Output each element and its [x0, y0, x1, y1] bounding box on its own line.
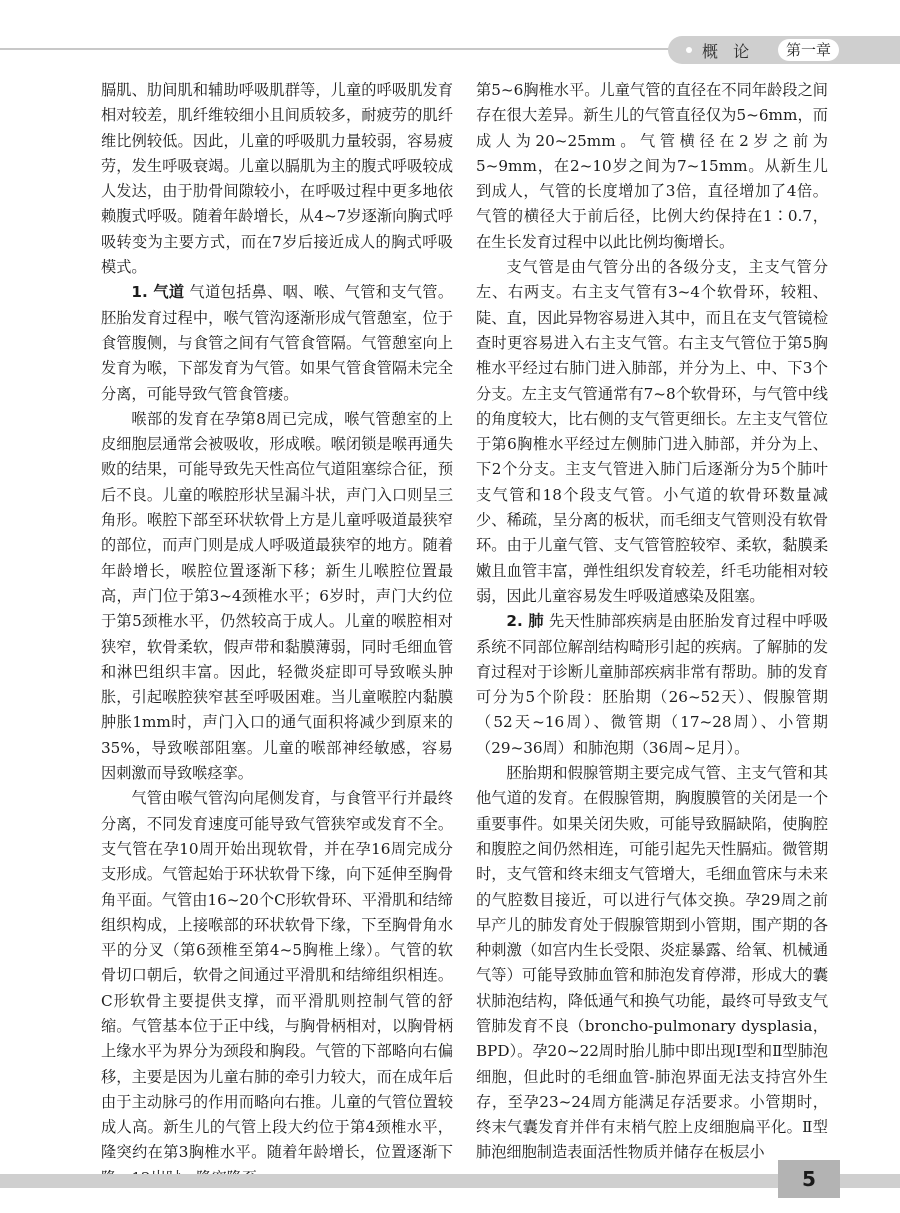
section-heading: 2. 肺 — [506, 612, 544, 631]
bullet-dot-icon — [686, 47, 692, 53]
left-column — [101, 78, 453, 1191]
paragraph-lung — [476, 609, 828, 761]
paragraph: 膈肌、肋间肌和辅助呼吸肌群等，儿童的呼吸肌发育相对较差，肌纤维较细小且间质较多，耐疲劳的肌纤维比例较低。因此，儿童的呼吸肌力量较弱，容易疲劳，发生呼吸衰竭。儿童以膈肌为主的腹式呼吸较成人发达，由于肋骨间隙较小，在呼吸过程中更多地依赖腹式呼吸。随着年龄增长，从4~7岁逐渐向胸式呼吸转变为主要方式，而在7岁后接近成人的胸式呼吸模式。 — [101, 81, 453, 277]
header-tab — [668, 36, 900, 64]
header-section-title: 概 论 — [702, 42, 755, 61]
paragraph: 胚胎期和假腺管期主要完成气管、主支气管和其他气道的发育。在假腺管期，胸腹膜管的关闭是一个重要事件。如果关闭失败，可能导致膈缺陷，使胸腔和腹腔之间仍然相连，可能引起先天性膈疝。微管期时，支气管和终末细支气管增大，毛细血管床与未来的气腔数目接近，可以进行气体交换。孕29周之前早产儿的肺发育处于假腺管期到小管期，围产期的各种刺激（如宫内生长受限、炎症暴露、给氧、机械通气等）可能导致肺血管和肺泡发育停滞，形成大的囊状肺泡结构，降低通气和换气功能，最终可导致支气管肺发育不良（broncho-pulmonary dysplasia，BPD）。孕20~22周时胎儿肺中即出现Ⅰ型和Ⅱ型肺泡细胞，但此时的毛细血管-肺泡界面无法支持宫外生存，至孕23~24周方能满足存活要求。小管期时，终末气囊发育并伴有末梢气腔上皮细胞扁平化。Ⅱ型肺泡细胞制造表面活性物质并储存在板层小 — [476, 764, 828, 1162]
running-header — [0, 0, 900, 62]
paragraph: 喉部的发育在孕第8周已完成，喉气管憩室的上皮细胞层通常会被吸收，形成喉。喉闭锁是喉再通失败的结果，可能导致先天性高位气道阻塞综合征，预后不良。儿童的喉腔形状呈漏斗状，声门入口则呈三角形。喉腔下部至环状软骨上方是儿童呼吸道最狭窄的部位，而声门则是成人呼吸道最狭窄的地方。随着年龄增长，喉腔位置逐渐下移；新生儿喉腔位置最高，声门位于第3~4颈椎水平；6岁时，声门大约位于第5颈椎水平，仍然较高于成人。儿童的喉腔相对狭窄，软骨柔软，假声带和黏膜薄弱，同时毛细血管和淋巴组织丰富。因此，轻微炎症即可导致喉头肿胀，引起喉腔狭窄甚至呼吸困难。当儿童喉腔内黏膜肿胀1mm时，声门入口的通气面积将减少到原来的35%，导致喉部阻塞。儿童的喉部神经敏感，容易因刺激而导致喉痉挛。 — [101, 409, 453, 783]
section-heading: 1. 气道 — [131, 283, 185, 302]
paragraph-text: 气道包括鼻、咽、喉、气管和支气管。胚胎发育过程中，喉气管沟逐渐形成气管憩室，位于食管腹侧，与食管之间有气管食管隔。气管憩室向上发育为喉，下部发育为气管。如果气管食管隔未完全分离，可能导致气管食管瘘。 — [101, 283, 454, 403]
paragraph-text: 先天性肺部疾病是由胚胎发育过程中呼吸系统不同部位解剖结构畸形引起的疾病。了解肺的发育过程对于诊断儿童肺部疾病非常有帮助。肺的发育可分为5个阶段：胚胎期（26~52天）、假腺管期（52天~16周）、微管期（17~28周）、小管期（29~36周）和肺泡期（36周~足月）。 — [476, 612, 829, 757]
header-chapter-label: 第一章 — [778, 39, 839, 61]
paragraph: 第5~6胸椎水平。儿童气管的直径在不同年龄段之间存在很大差异。新生儿的气管直径仅为5~6mm，而成人为20~25mm。气管横径在2岁之前为5~9mm，在2~10岁之间为7~15mm。从新生儿到成人，气管的长度增加了3倍，直径增加了4倍。气管的横径大于前后径，比例大约保持在1∶0.7，在生长发育过程中以此比例均衡增长。 — [476, 81, 828, 251]
paragraph-airway — [101, 280, 453, 406]
right-column — [476, 78, 828, 1166]
page-number: 5 — [778, 1160, 840, 1198]
paragraph: 支气管是由气管分出的各级分支，主支气管分左、右两支。右主支气管有3~4个软骨环，较粗、陡、直，因此异物容易进入其中，而且在支气管镜检查时更容易进入右主支气管。右主支气管位于第5胸椎水平经过右肺门进入肺部，并分为上、中、下3个分支。左主支气管通常有7~8个软骨环，与气管中线的角度较大，比右侧的支气管更细长。左主支气管位于第6胸椎水平经过左侧肺门进入肺部，并分为上、下2个分支。主支气管进入肺门后逐渐分为5个肺叶支气管和18个段支气管。小气道的软骨环数量减少、稀疏，呈分离的板状，而毛细支气管则没有软骨环。由于儿童气管、支气管管腔较窄、柔软，黏膜柔嫩且血管丰富，弹性组织发育较差，纤毛功能相对较弱，因此儿童容易发生呼吸道感染及阻塞。 — [476, 258, 828, 605]
paragraph: 气管由喉气管沟向尾侧发育，与食管平行并最终分离，不同发育速度可能导致气管狭窄或发育不全。支气管在孕10周开始出现软骨，并在孕16周完成分支形成。气管起始于环状软骨下缘，向下延伸至胸骨角平面。气管由16~20个C形软骨环、平滑肌和结缔组织构成，上接喉部的环状软骨下缘，下至胸骨角水平的分叉（第6颈椎至第4~5胸椎上缘）。气管的软骨切口朝后，软骨之间通过平滑肌和结缔组织相连。C形软骨主要提供支撑，而平滑肌则控制气管的舒缩。气管基本位于正中线，与胸骨柄相对，以胸骨柄上缘水平为界分为颈段和胸段。气管的下部略向右偏移，主要是因为儿童右肺的牵引力较大，而在成年后由于主动脉弓的作用而略向右推。儿童的气管位置较成人高。新生儿的气管上段大约位于第4颈椎水平，隆突约在第3胸椎水平。随着年龄增长，位置逐渐下 — [101, 789, 453, 1162]
footer-bar — [0, 1174, 900, 1188]
